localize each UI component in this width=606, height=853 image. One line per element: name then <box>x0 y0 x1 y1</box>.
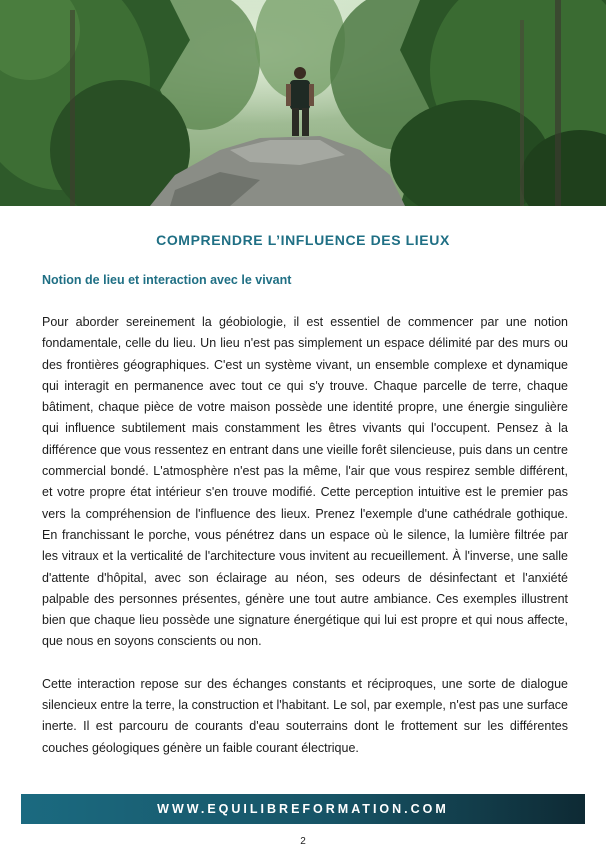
page-number: 2 <box>300 836 306 847</box>
page-title: COMPRENDRE L’INFLUENCE DES LIEUX <box>156 232 450 248</box>
paragraph: Pour aborder sereinement la géobiologie, il est essentiel de commencer par une notion fondamentale, celle du lieu. Un lieu n'est pas simplement un espace délimité par des murs ou des frontières géographiques. C'est un système vivant, un ensemble complexe et dynamique qui interagit en permanence avec tout ce qui s'y trouve. Chaque parcelle de terre, chaque bâtiment, chaque pièce de votre maison possède une identité propre, une énergie singulière qui influence subtilement mais constamment les êtres vivants qui l'occupent. Pensez à la différence que vous ressentez en entrant dans une vieille forêt silencieuse, puis dans un centre commercial bondé. L'atmosphère n'est pas la même, l'air que vous respirez semble différent, et votre propre état intérieur s'en trouve modifié. Cette perception intuitive est le premier pas vers la compréhension de l'influence des lieux. Prenez l'exemple d'une cathédrale gothique. En franchissant le porche, vous pénétrez dans un espace où le silence, la lumière filtrée par les vitraux et la verticalité de l'architecture vous invitent au recueillement. À l'inverse, une salle d'attente d'hôpital, avec son éclairage au néon, ses odeurs de désinfectant et l'anxiété palpable des personnes présentes, génère une tout autre ambiance. Ces exemples illustrent bien que chaque lieu possède une signature énergétique qui lui est propre et qui nous affecte, que nous en soyons conscients ou non. <box>42 315 568 649</box>
forest-hiker-photo <box>0 0 606 206</box>
hero-image <box>0 0 606 206</box>
footer-banner <box>21 794 585 824</box>
body-text <box>42 312 568 780</box>
section-subtitle: Notion de lieu et interaction avec le vivant <box>42 273 292 287</box>
paragraph: Cette interaction repose sur des échanges constants et réciproques, une sorte de dialogue silencieux entre la terre, la construction et l'habitant. Le sol, par exemple, n'est pas une surface inerte. Il est parcouru de courants d'eau souterrains dont le frottement sur les différentes couches géologiques génère un faible courant électrique. <box>42 676 568 755</box>
website-url[interactable]: WWW.EQUILIBREFORMATION.COM <box>157 802 449 816</box>
